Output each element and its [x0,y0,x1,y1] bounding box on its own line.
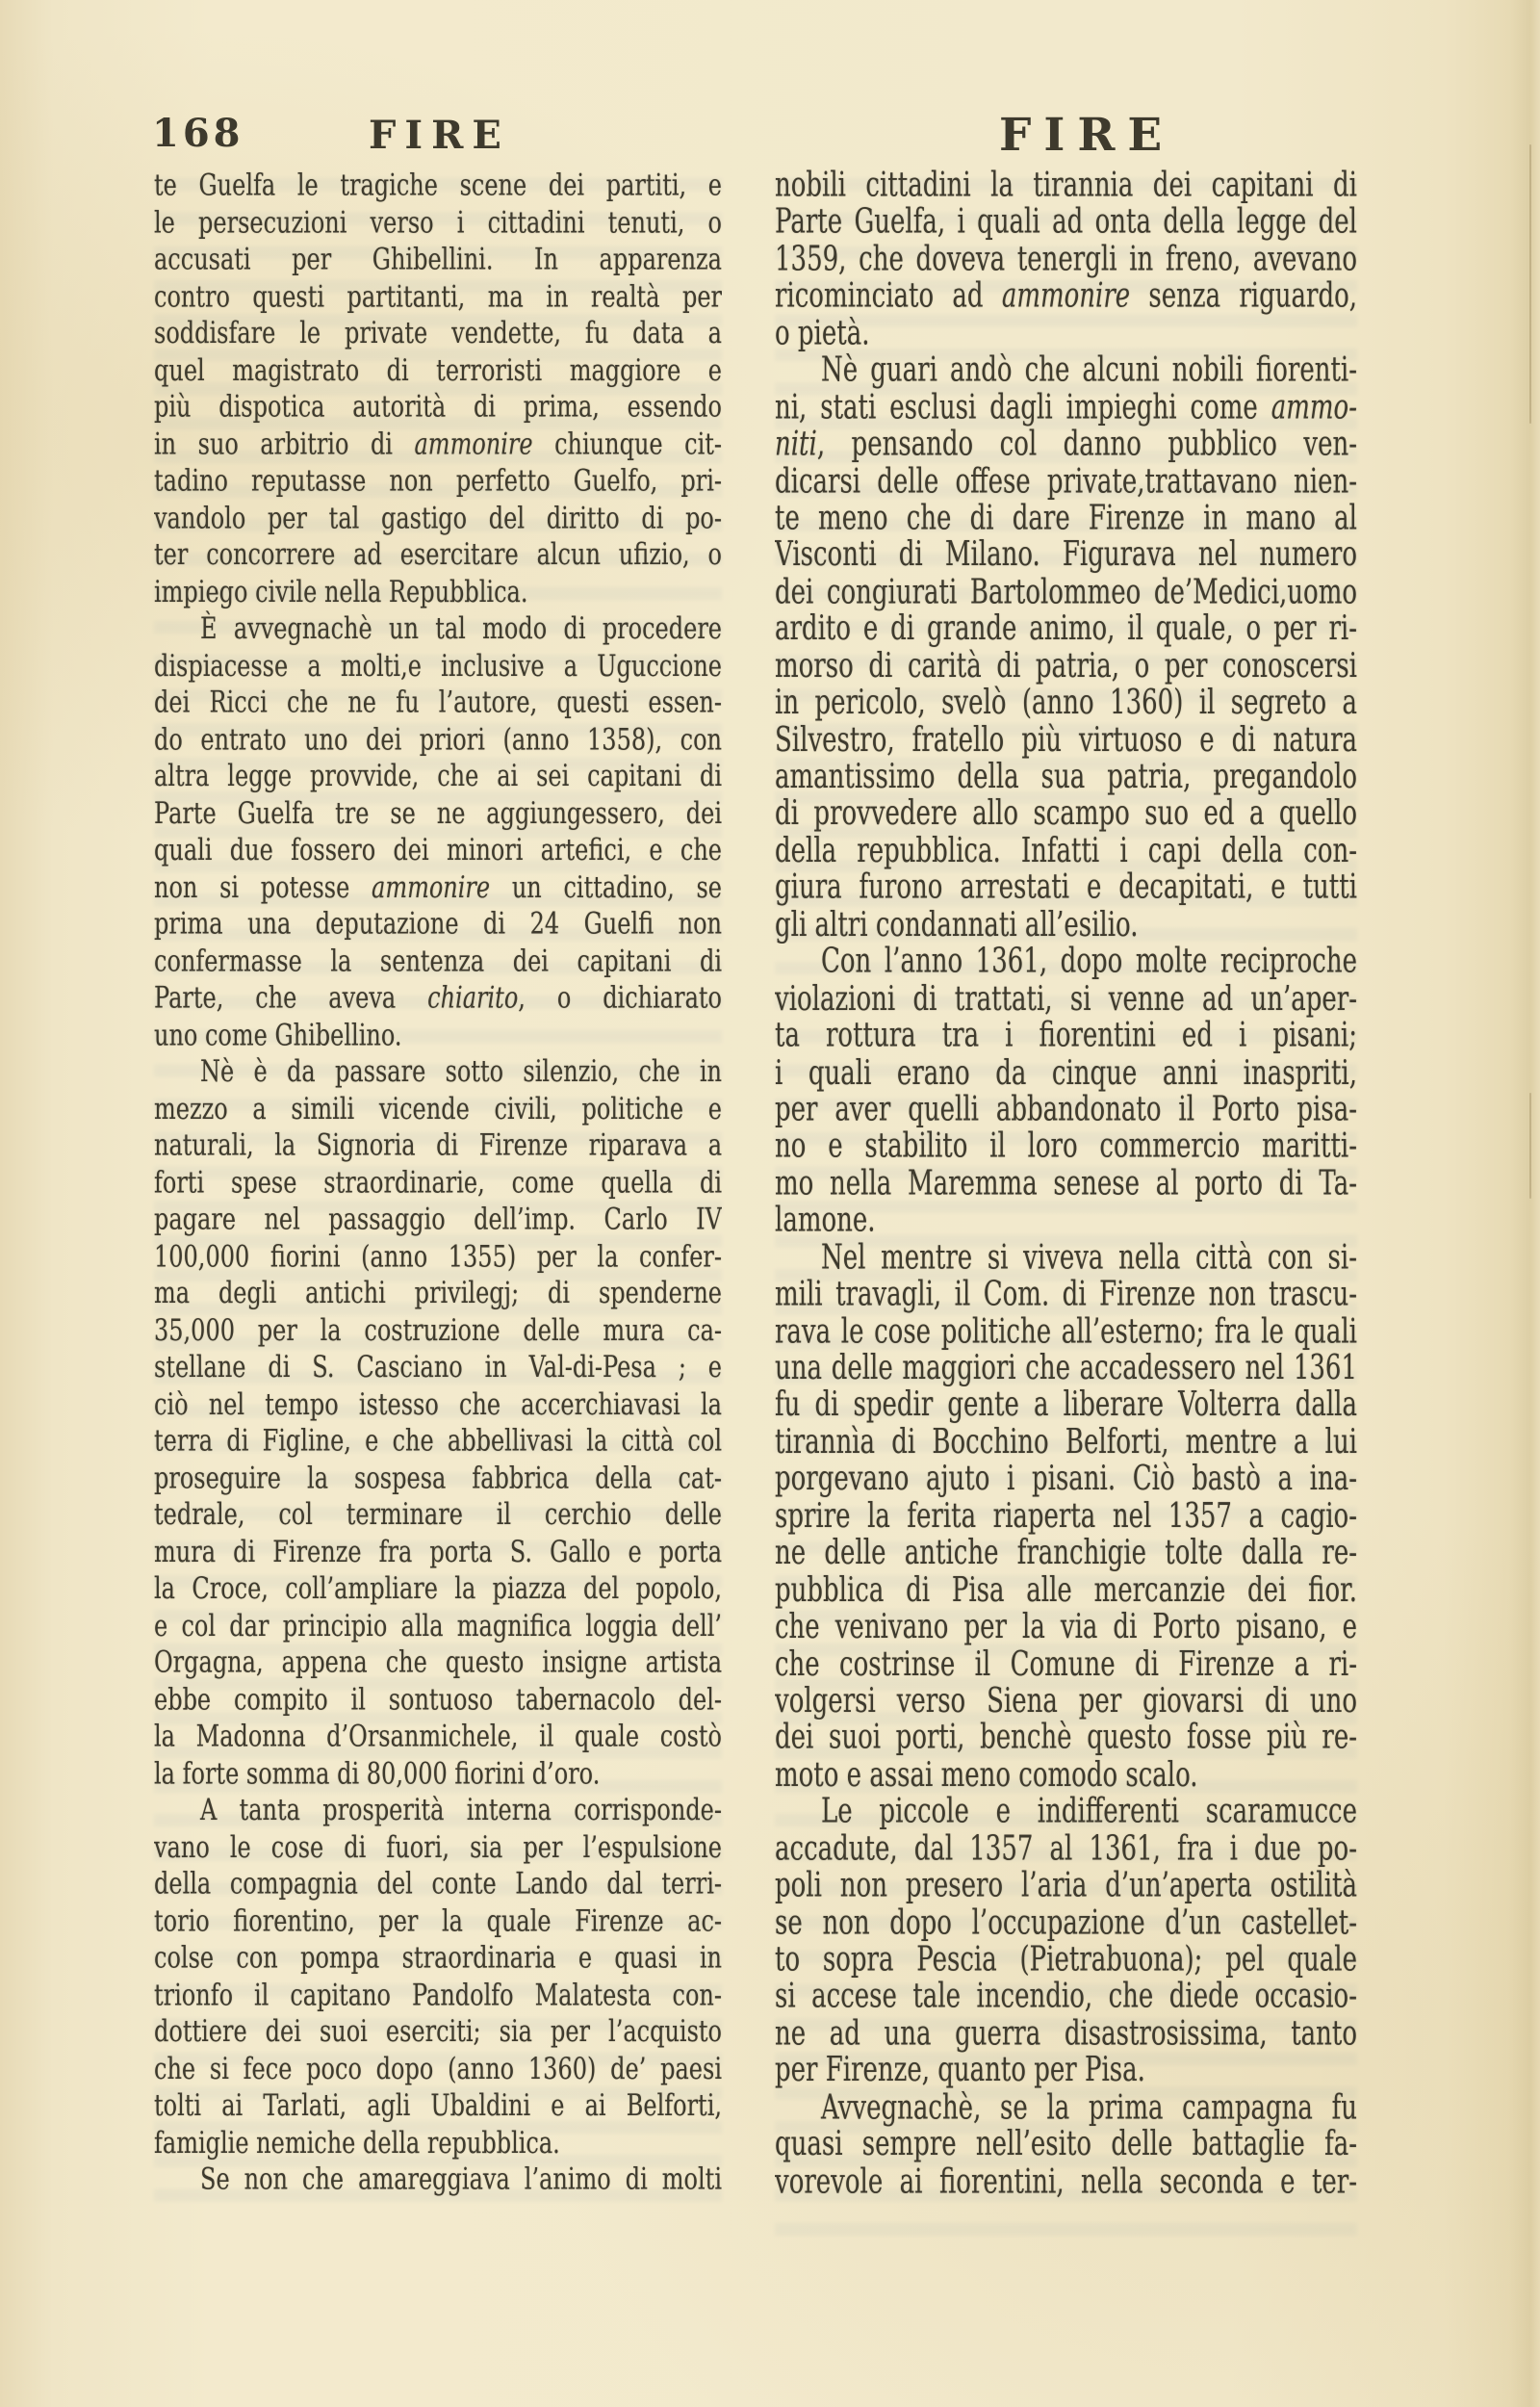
text-line: Se non che amareggiava l’animo di molti [200,2161,722,2197]
running-head-right: FIRE [999,109,1175,162]
text-line: della repubblica. Infatti i capi della con- [775,833,1357,870]
text-line: naturali, la Signoria di Firenze riparava a [154,1127,722,1163]
text-line: poli non presero l’aria d’un’aperta ostilità [775,1867,1357,1905]
text-line: non si potesse ammonire un cittadino, se [154,868,722,905]
text-line: mo nella Maremma senese al porto di Ta- [775,1165,1357,1203]
text-line: dei congiurati Bartolommeo de’Medici,uomo [775,574,1357,611]
text-line: ne ad una guerra disastrosissima, tanto [775,2015,1357,2053]
page-edge-crease [1529,144,1531,424]
text-line: no e stabilito il loro commercio maritti- [775,1128,1357,1166]
text-line: tolti ai Tarlati, agli Ubaldini e ai Belforti, [154,2087,722,2123]
text-line: accadute, dal 1357 al 1361, fra i due po- [775,1830,1357,1868]
text-line: in suo arbitrio di ammonire chiunque cit- [154,426,722,461]
text-line: uno come Ghibellino. [154,1017,402,1052]
text-line: quasi sempre nell’esito delle battaglie fa- [775,2126,1357,2164]
running-head-left: FIRE [369,113,510,158]
text-line: A tanta prosperità interna corrisponde- [200,1792,722,1827]
text-line: Parte, che aveva chiarito, o dichiarato [154,979,722,1016]
text-line: È avvegnachè un tal modo di procedere [200,610,722,646]
text-line: dicarsi delle offese private,trattavano nien- [775,463,1357,501]
text-line: in pericolo, svelò (anno 1360) il segreto a [775,685,1357,722]
text-line: tirannìa di Bocchino Belforti, mentre a lui [775,1424,1357,1462]
text-line: porgevano ajuto i pisani. Ciò bastò a ina- [775,1461,1357,1499]
page-edge-crease [1529,1093,1531,1199]
page-number: 168 [152,111,244,156]
text-line: te meno che di dare Firenze in mano al [775,500,1357,537]
text-line: la forte somma di 80,000 fiorini d’oro. [154,1755,601,1791]
text-line: violazioni di trattati, si venne ad un’aper- [775,980,1357,1018]
text-line: per Firenze, quanto per Pisa. [775,2052,1145,2090]
text-line: della compagnia del conte Lando dal terri- [154,1866,722,1902]
text-line: prima una deputazione di 24 Guelfi non [154,906,722,942]
text-line: mili travagli, il Com. di Firenze non trascu- [775,1276,1357,1314]
text-line: Visconti di Milano. Figurava nel numero [775,536,1357,575]
text-line: ebbe compito il sontuoso tabernacolo del- [154,1681,722,1717]
text-line: terra di Figline, e che abbellivasi la città col [154,1422,722,1459]
text-line: nobili cittadini la tirannia dei capitani di [775,168,1357,205]
text-line: accusati per Ghibellini. In apparenza [154,241,722,277]
text-line: soddisfare le private vendette, fu data a [154,315,722,350]
text-line: sprire la ferita riaperta nel 1357 a cagio- [775,1498,1357,1536]
text-line: confermasse la sentenza dei capitani di [154,943,722,978]
text-line: ma degli antichi privilegj; di spenderne [154,1275,722,1310]
text-line: to sopra Pescia (Pietrabuona); pel quale [775,1941,1357,1980]
text-line: mura di Firenze fra porta S. Gallo e porta [154,1533,722,1569]
text-line: la Croce, coll’ampliare la piazza del popolo, [154,1570,722,1606]
text-line: tedrale, col terminare il cerchio delle [154,1496,722,1532]
text-line: che venivano per la via di Porto pisano, e [775,1609,1357,1646]
text-line: una delle maggiori che accadessero nel 1361 [775,1350,1357,1387]
text-line: Silvestro, fratello più virtuoso e di natura [775,721,1357,760]
text-line: quali due fossero dei minori artefici, e che [154,832,722,867]
text-line: te Guelfa le tragiche scene dei partiti, e [154,168,722,203]
text-line: Nel mentre si viveva nella città con si- [821,1239,1357,1277]
text-line: che si fece poco dopo (anno 1360) de’ paesi [154,2050,722,2086]
text-line: forti spese straordinarie, come quella di [154,1164,722,1200]
text-line: ne delle antiche franchigie tolte dalla re- [775,1535,1357,1572]
text-line: Nè guari andò che alcuni nobili fiorenti- [821,351,1357,390]
text-line: moto e assai meno comodo scalo. [775,1756,1198,1795]
text-line: famiglie nemiche della repubblica. [154,2124,560,2160]
text-line: 100,000 fiorini (anno 1355) per la confer- [154,1238,722,1274]
text-line: Con l’anno 1361, dopo molte reciproche [821,944,1357,981]
text-line: dottiere dei suoi eserciti; sia per l’acquisto [154,2013,722,2049]
text-line: dispiacesse a molti,e inclusive a Uguccione [154,647,722,683]
text-line: lamone. [775,1202,876,1240]
text-line: giura furono arrestati e decapitati, e tutti [775,869,1357,907]
text-line: Orgagna, appena che questo insigne artista [154,1644,722,1680]
text-line: niti, pensando col danno pubblico ven- [775,426,1357,464]
text-line: 35,000 per la costruzione delle mura ca- [154,1311,722,1348]
text-line: le persecuzioni verso i cittadini tenuti, o [154,204,722,240]
text-line: morso di carità di patria, o per conoscersi [775,648,1357,686]
text-column-left [154,168,722,2198]
text-line: contro questi partitanti, ma in realtà per [154,278,722,314]
text-column-right [775,168,1357,2200]
text-line: pagare nel passaggio dell’imp. Carlo IV [154,1201,722,1237]
text-line: volgersi verso Siena per giovarsi di uno [775,1683,1357,1721]
text-line: quel magistrato di terroristi maggiore e [154,351,722,388]
text-line: si accese tale incendio, che diede occasio- [775,1979,1357,2016]
text-line: 1359, che doveva tenergli in freno, avevano [775,241,1357,279]
text-line: Parte Guelfa tre se ne aggiungessero, dei [154,794,722,831]
text-line: per aver quelli abbandonato il Porto pisa- [775,1091,1357,1129]
text-line: pubblica di Pisa alle mercanzie dei fior. [775,1571,1357,1610]
text-line: i quali erano da cinque anni inaspriti, [775,1054,1357,1092]
text-line: mezzo a simili vicende civili, politiche e [154,1090,722,1126]
text-line: do entrato uno dei priori (anno 1358), con [154,721,722,757]
text-line: ciò nel tempo istesso che accerchiavasi la [154,1385,722,1421]
text-line: impiego civile nella Repubblica. [154,573,528,609]
text-line: colse con pompa straordinaria e quasi in [154,1939,722,1976]
text-line: Parte Guelfa, i quali ad onta della legge del [775,204,1357,242]
text-line: e col dar principio alla magnifica loggia dell’ [154,1607,722,1643]
text-line: dei Ricci che ne fu l’autore, questi essen- [154,684,722,720]
text-line: la Madonna d’Orsanmichele, il quale costò [154,1718,722,1754]
text-line: tadino reputasse non perfetto Guelfo, pri- [154,462,722,499]
text-line: Nè è da passare sotto silenzio, che in [200,1053,722,1089]
text-line: Le piccole e indifferenti scaramucce [821,1794,1357,1831]
text-line: che costrinse il Comune di Firenze a ri- [775,1645,1357,1684]
text-line: torio fiorentino, per la quale Firenze ac- [154,1902,722,1938]
text-line: di provvedere allo scampo suo ed a quello [775,795,1357,834]
text-line: ricominciato ad ammonire senza riguardo, [775,278,1357,316]
text-line: Avvegnachè, se la prima campagna fu [821,2089,1357,2127]
text-line: più dispotica autorità di prima, essendo [154,389,722,425]
text-line: proseguire la sospesa fabbrica della cat- [154,1460,722,1495]
text-line: vano le cose di fuori, sia per l’espulsione [154,1828,722,1865]
text-line: amantissimo della sua patria, pregandolo [775,759,1357,796]
text-line: fu di spedir gente a liberare Volterra dalla [775,1386,1357,1425]
text-line: rava le cose politiche all’esterno; fra le quali [775,1313,1357,1351]
text-line: vandolo per tal gastigo del diritto di po- [154,500,722,535]
text-line: o pietà. [775,315,870,352]
text-line: gli altri condannati all’esilio. [775,906,1139,945]
text-line: vorevole ai fiorentini, nella seconda e ter- [775,2163,1357,2201]
text-line: ardito e di grande animo, il quale, o per ri- [775,610,1357,649]
text-line: dei suoi porti, benchè questo fosse più re- [775,1720,1357,1757]
text-line: trionfo il capitano Pandolfo Malatesta con- [154,1977,722,2012]
text-line: ta rottura tra i fiorentini ed i pisani; [775,1017,1357,1055]
text-line: ter concorrere ad esercitare alcun ufizio, o [154,536,722,572]
text-line: ni, stati esclusi dagli impieghi come ammo- [775,389,1357,427]
text-line: stellane di S. Casciano in Val-di-Pesa ; e [154,1349,722,1385]
text-line: se non dopo l’occupazione d’un castellet- [775,1904,1357,1942]
text-line: altra legge provvide, che ai sei capitani di [154,758,722,793]
